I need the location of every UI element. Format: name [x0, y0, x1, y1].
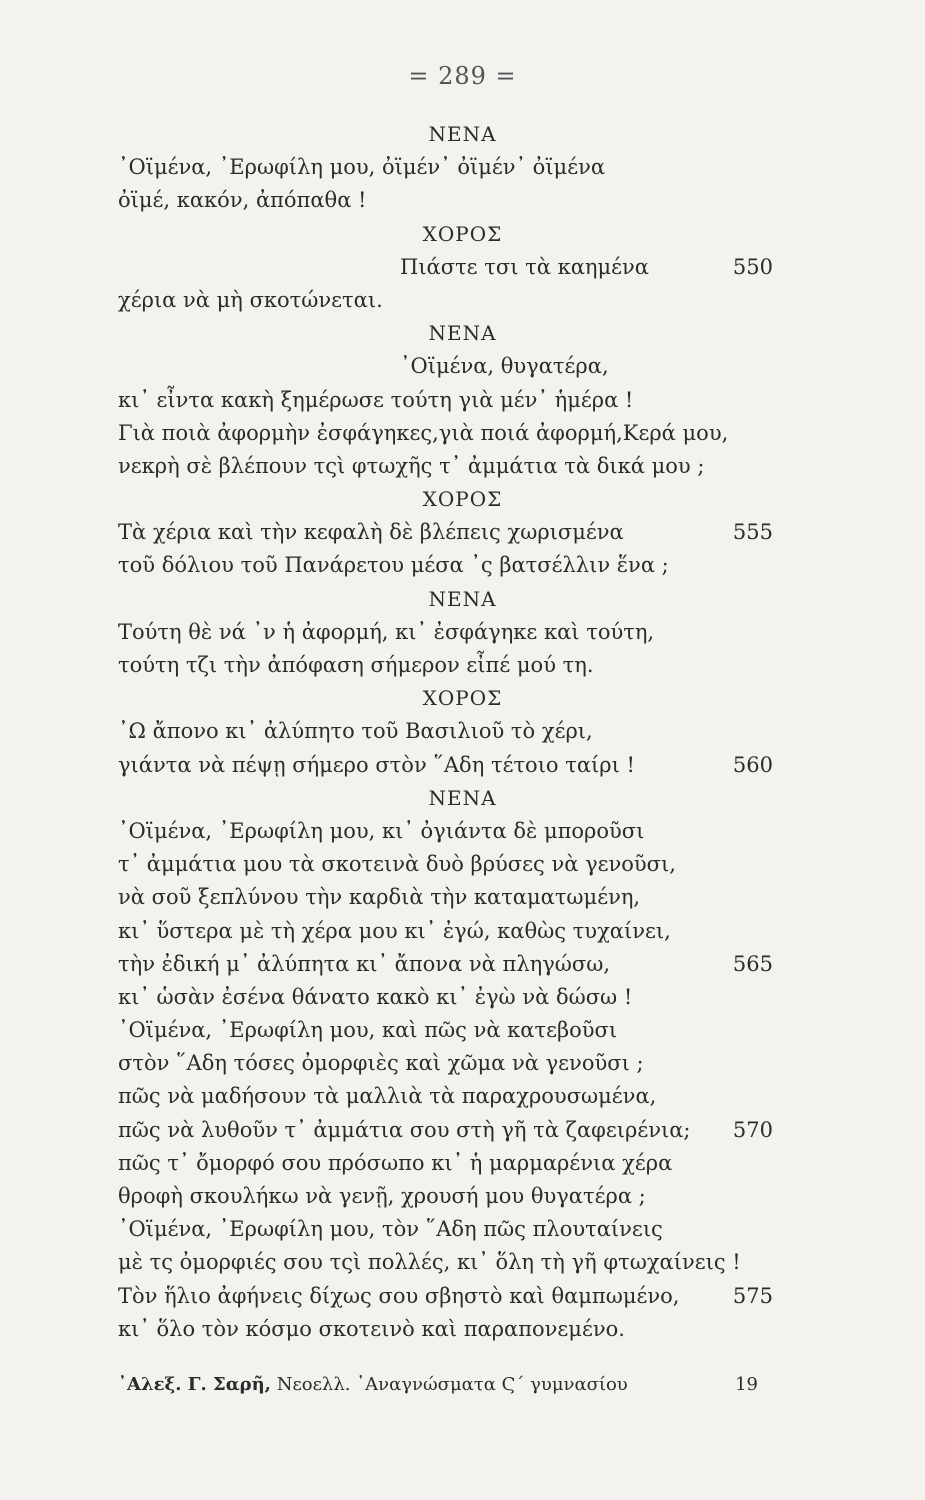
verse-line — [0, 516, 925, 549]
verse-line — [0, 1213, 925, 1246]
speaker-name: ΝΕΝΑ — [428, 785, 497, 810]
verse-line — [0, 1180, 925, 1213]
verse-text: στὸν ῞Αδη τόσες ὀμορφιὲς καὶ χῶμα νὰ γενοῦσι ; — [118, 1051, 644, 1076]
verse-text: μὲ τς ὀμορφιές σου τςὶ πολλές, κι᾿ ὅλη τὴ γῆ φτωχαίνεις ! — [118, 1250, 741, 1275]
speaker-label-line — [0, 782, 925, 815]
verse-text: κι᾿ ὅλο τὸν κόσμο σκοτεινὸ καὶ παραπονεμένο. — [118, 1316, 625, 1341]
speaker-name: ΧΟΡΟΣ — [422, 686, 503, 711]
verse-text: ᾿Οϊμένα, ᾿Ερωφίλη μου, ὀϊμέν᾿ ὀϊμέν᾿ ὀϊμένα — [118, 155, 606, 180]
verse-line — [0, 1014, 925, 1047]
speaker-label-line — [0, 317, 925, 350]
verse-line — [0, 184, 925, 217]
verse-line — [0, 284, 925, 317]
verse-line — [0, 450, 925, 483]
line-number: 565 — [732, 951, 773, 976]
speaker-name: ΧΟΡΟΣ — [422, 487, 503, 512]
verse-text: γιάντα νὰ πέψῃ σήμερο στὸν ῞Αδη τέτοιο ταίρι ! — [118, 752, 635, 777]
line-number: 570 — [732, 1117, 773, 1142]
verse-text: ᾿Οϊμένα, θυγατέρα, — [400, 354, 609, 379]
verse-line — [0, 649, 925, 682]
verse-line — [0, 948, 925, 981]
poem-text — [0, 118, 925, 1346]
verse-text: Τὰ χέρια καὶ τὴν κεφαλὴ δὲ βλέπεις χωρισμένα — [118, 520, 624, 545]
verse-text: νὰ σοῦ ξεπλύνου τὴν καρδιὰ τὴν καταματωμένη, — [118, 885, 641, 910]
footer-signature: 19 — [735, 1374, 758, 1395]
verse-text: πῶς νὰ μαδήσουν τὰ μαλλιὰ τὰ παραχρουσωμένα, — [118, 1084, 657, 1109]
verse-line — [0, 1147, 925, 1180]
verse-text: τ᾿ ἀμμάτια μου τὰ σκοτεινὰ δυὸ βρύσες νὰ γενοῦσι, — [118, 852, 676, 877]
verse-line — [0, 1313, 925, 1346]
speaker-name: ΝΕΝΑ — [428, 586, 497, 611]
verse-line — [0, 815, 925, 848]
verse-line — [0, 1080, 925, 1113]
verse-text: χέρια νὰ μὴ σκοτώνεται. — [118, 287, 383, 312]
page-number: = 289 = — [408, 62, 517, 90]
verse-line — [0, 881, 925, 914]
verse-text: Γιὰ ποιὰ ἀφορμὴν ἐσφάγηκες,γιὰ ποιά ἀφορμή,Κερά μου, — [118, 420, 729, 445]
verse-line — [0, 549, 925, 582]
verse-line — [0, 715, 925, 748]
verse-line — [0, 1280, 925, 1313]
verse-line — [0, 151, 925, 184]
verse-line — [0, 749, 925, 782]
speaker-label-line — [0, 218, 925, 251]
speaker-label-line — [0, 118, 925, 151]
verse-text: πῶς τ᾿ ὄμορφό σου πρόσωπο κι᾿ ἡ μαρμαρένια χέρα — [118, 1150, 673, 1175]
verse-text: κι᾿ εἶντα κακὴ ξημέρωσε τούτη γιὰ μέν᾿ ἡμέρα ! — [118, 387, 634, 412]
verse-line — [0, 1047, 925, 1080]
verse-line — [0, 1246, 925, 1279]
verse-text: Τούτη θὲ νά ᾿ν ἡ ἀφορμή, κι᾿ ἐσφάγηκε καὶ τούτη, — [118, 619, 655, 644]
verse-line — [0, 848, 925, 881]
verse-text: κι᾿ ὡσὰν ἐσένα θάνατο κακὸ κι᾿ ἐγὼ νὰ δώσω ! — [118, 984, 633, 1009]
verse-text: θροφὴ σκουλήκω νὰ γενῇ, χρουσή μου θυγατέρα ; — [118, 1184, 646, 1208]
verse-line — [0, 350, 925, 383]
verse-line — [0, 1114, 925, 1147]
verse-text: ᾿Ω ἄπονο κι᾿ ἀλύπητο τοῦ Βασιλιοῦ τὸ χέρι, — [118, 719, 593, 744]
verse-text: τὴν ἐδική μ᾿ ἀλύπητα κι᾿ ἄπονα νὰ πληγώσω, — [118, 951, 611, 976]
page-footer — [118, 1374, 758, 1395]
verse-text: ᾿Οϊμένα, ᾿Ερωφίλη μου, καὶ πῶς νὰ κατεβοῦσι — [118, 1018, 618, 1043]
verse-line — [0, 915, 925, 948]
speaker-name: ΝΕΝΑ — [428, 321, 497, 346]
line-number: 550 — [732, 254, 773, 279]
line-number: 575 — [732, 1283, 773, 1308]
line-number: 560 — [732, 752, 773, 777]
speaker-label-line — [0, 583, 925, 616]
verse-text: τούτη τζι τὴν ἀπόφαση σήμερον εἶπέ μού τη. — [118, 653, 594, 677]
verse-line — [0, 417, 925, 450]
footer-title: Νεοελλ. ᾿Αναγνώσματα Ϛ΄ γυμνασίου — [276, 1374, 628, 1395]
speaker-name: ΝΕΝΑ — [428, 122, 497, 146]
speaker-label-line — [0, 682, 925, 715]
verse-text: ὀϊμέ, κακόν, ἀπόπαθα ! — [118, 188, 367, 213]
verse-text: ᾿Οϊμένα, ᾿Ερωφίλη μου, τὸν ῞Αδη πῶς πλουταίνεις — [118, 1217, 663, 1242]
verse-text: πῶς νὰ λυθοῦν τ᾿ ἀμμάτια σου στὴ γῆ τὰ ζαφειρένια; — [118, 1117, 691, 1142]
verse-text: τοῦ δόλιου τοῦ Πανάρετου μέσα ᾿ς βατσέλλιν ἕνα ; — [118, 553, 669, 578]
verse-text: ᾿Οϊμένα, ᾿Ερωφίλη μου, κι᾿ ὀγιάντα δὲ μποροῦσι — [118, 818, 645, 843]
verse-text: νεκρὴ σὲ βλέπουν τςὶ φτωχῆς τ᾿ ἀμμάτια τὰ δικά μου ; — [118, 453, 705, 478]
line-number: 555 — [732, 520, 773, 545]
verse-line — [0, 981, 925, 1014]
verse-text: Τὸν ἥλιο ἀφήνεις δίχως σου σβηστὸ καὶ θαμπωμένο, — [118, 1283, 680, 1308]
speaker-label-line — [0, 483, 925, 516]
speaker-name: ΧΟΡΟΣ — [422, 221, 503, 246]
footer-author: ᾿Αλεξ. Γ. Σαρῆ, — [118, 1374, 271, 1395]
verse-text: Πιάστε τσι τὰ καημένα — [400, 254, 649, 279]
verse-line — [0, 616, 925, 649]
verse-text: κι᾿ ὕστερα μὲ τὴ χέρα μου κι᾿ ἐγώ, καθὼς τυχαίνει, — [118, 918, 671, 943]
verse-line — [0, 384, 925, 417]
verse-line — [0, 251, 925, 284]
